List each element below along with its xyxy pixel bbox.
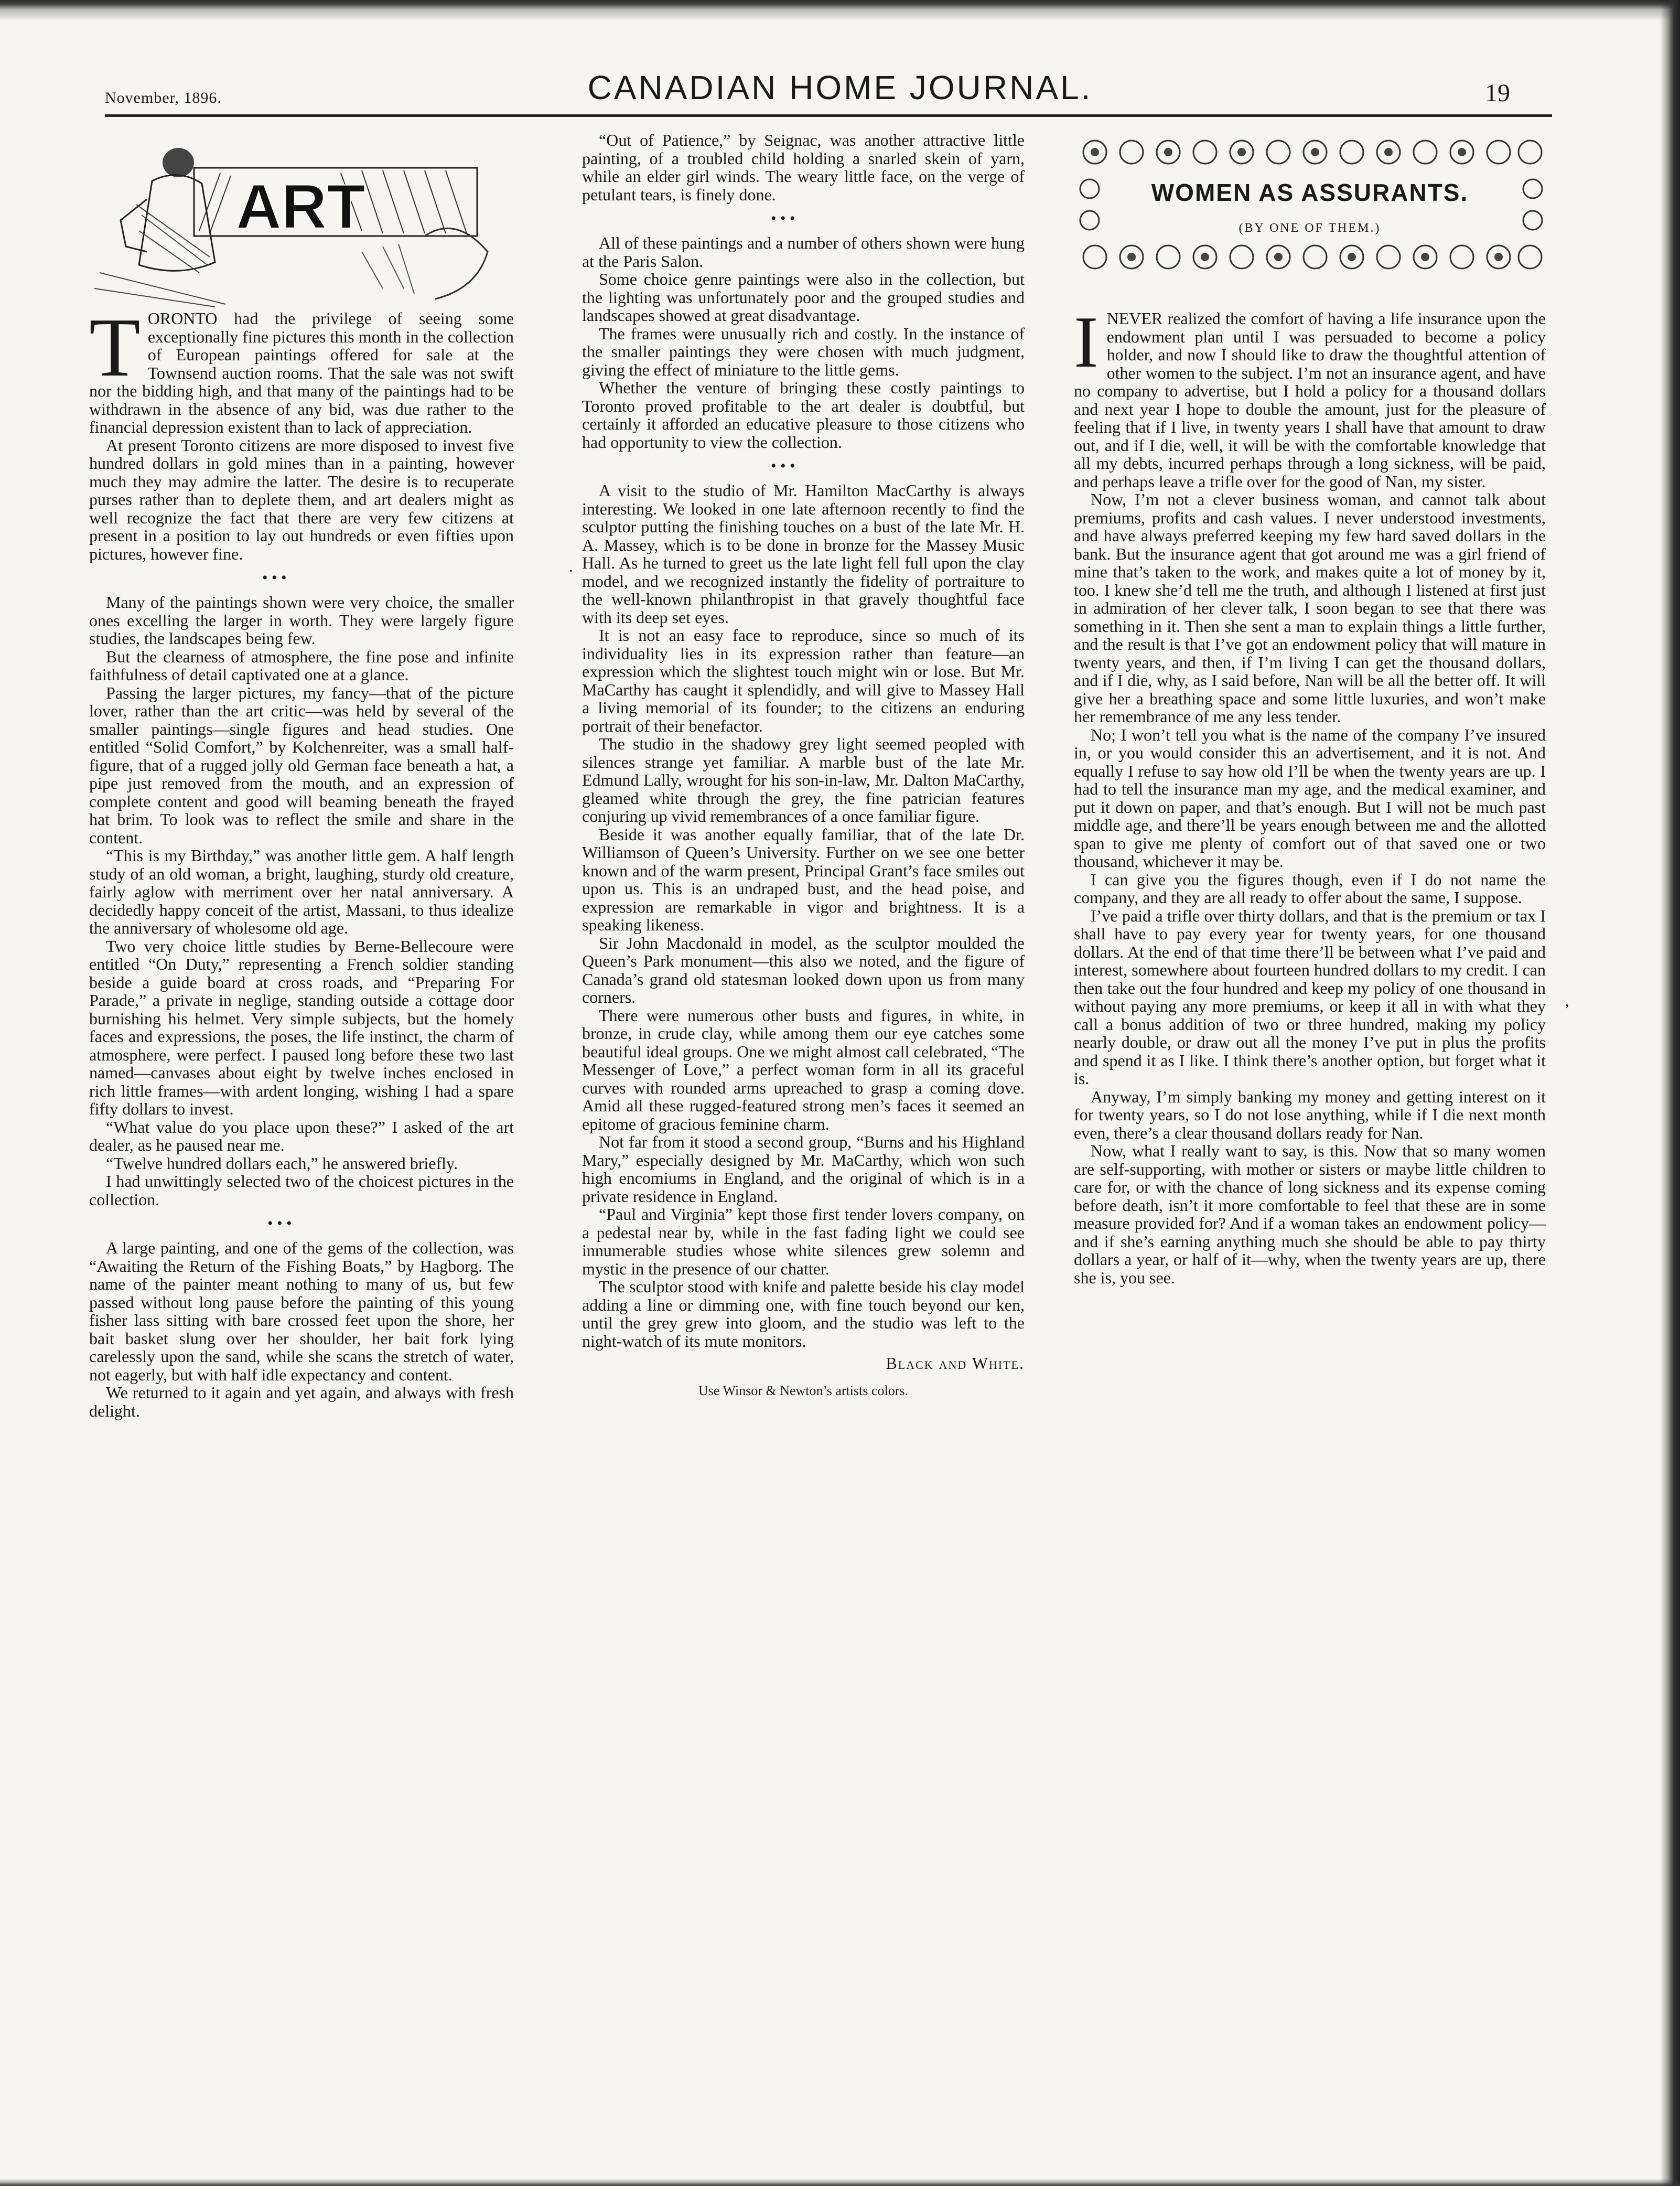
art-paragraph: I had unwittingly selected two of the choicest pictures in the collection. bbox=[89, 1172, 514, 1209]
assurants-title-box bbox=[1074, 131, 1546, 278]
section-separator: • • • bbox=[771, 457, 795, 475]
art-paragraph: We returned to it again and yet again, and always with fresh delight. bbox=[89, 1383, 514, 1420]
page-number: 19 bbox=[1485, 79, 1510, 107]
studio-paragraph: All of these paintings and a number of others shown were hung at the Paris Salon. bbox=[582, 233, 1025, 271]
section-separator: • • • bbox=[262, 569, 287, 586]
section-separator: • • • bbox=[771, 210, 795, 227]
art-intro bbox=[89, 301, 514, 436]
art-title-text: ART bbox=[236, 172, 365, 242]
column-art bbox=[89, 131, 514, 1420]
studio-paragraph: “Paul and Virginia” kept those first tender lovers company, on a pedestal near by, while in the fast fading light we could see innumerable studies whose white silences grew solemn and mystic in the presence of our chatter. bbox=[582, 1205, 1025, 1278]
art-heading-illustration bbox=[89, 131, 514, 309]
scan-edge-top bbox=[0, 0, 1680, 21]
assurants-paragraph: I’ve paid a trifle over thirty dollars, and that is the premium or tax I shall have to pay every year for twenty years, for one thousand dollars. At the end of that time there’ll be between what I’ve paid and interest, somewhere about fourteen hundred dollars to my credit. I can then take out the four hundred and keep my policy of one thousand in without paying any more premiums, or keep it all in with what they call a bonus addition of two or three hundred, making my policy nearly double, or draw out all the money I’ve put in plus the profits and spend it as I like. I think there’s another option, but forget what it is. bbox=[1074, 906, 1546, 1088]
studio-paragraph: A visit to the studio of Mr. Hamilton MacCarthy is always interesting. We looked in one late afternoon recently to find the sculptor putting the finishing touches on a bust of the late Mr. H. A. Massey, which is to be done in bronze for the Massey Music Hall. As he turned to greet us the late light fell full upon the clay model, and we recognized instantly the fidelity of portraiture to the well-known philanthropist in that gravely thoughtful face with its deep set eyes. bbox=[582, 481, 1025, 627]
assurants-paragraph: Anyway, I’m simply banking my money and getting interest on it for twenty years, so I do not lose anything, while if I die next month even, there’s a clear thousand dollars ready for Nan. bbox=[1074, 1087, 1546, 1142]
masthead-title: CANADIAN HOME JOURNAL. bbox=[587, 69, 1093, 106]
section-separator: • • • bbox=[267, 1215, 292, 1232]
issue-date: November, 1896. bbox=[105, 89, 222, 106]
header-rule bbox=[105, 114, 1552, 117]
dropcap-i: I bbox=[1074, 302, 1099, 383]
column-studio bbox=[582, 131, 1025, 1400]
art-paragraph: “This is my Birthday,” was another little gem. A half length study of an old woman, a bright, laughing, sturdy old creature, fairly aglow with merriment over her natal anniversary. A decidedly happy conceit of the artist, Massani, to thus idealize the anniversary of wholesome old age. bbox=[89, 846, 514, 937]
author-signoff: Black and White. bbox=[886, 1354, 1025, 1373]
art-illustration bbox=[89, 131, 509, 309]
studio-paragraph: Beside it was another equally familiar, that of the late Dr. Williamson of Queen’s University. Further on we see one better known and of the warm present, Principal Grant’s face smiles out upon us. This is an undraped bust, and the head poise, and expression are remarkable in vigor and brightness. It is a speaking likeness. bbox=[582, 824, 1025, 934]
art-paragraph: ORONTO had the privilege of seeing some exceptionally fine pictures this month in the collection of European paintings offered for sale at the Townsend auction rooms. That the sale was not swift nor the bidding high, and that many of the paintings had to be withdrawn in the absence of any bid, was due rather to the financial depression existent than to lack of appreciation. bbox=[89, 309, 514, 436]
studio-paragraph: There were numerous other busts and figures, in white, in bronze, in crude clay, while among them our eye catches some beautiful ideal groups. One we might almost call celebrated, “The Messenger of Love,” a perfect woman form in all its graceful curves with rounded arms upreached to grasp a coming dove. Amid all these rugged-featured strong men’s faces it seemed an epitome of gracious feminine charm. bbox=[582, 1005, 1025, 1133]
assurants-paragraph: Now, what I really want to say, is this. Now that so many women are self-supporting, with mother or sisters or maybe little children to care for, or with the chance of long sickness and its expense coming before death, isn’t it more comfortable to feel that these are in some measure provided for? And if a woman takes an endowment policy—and if she’s earning anything much she should be able to pay thirty dollars a year, or half of it—why, when the twenty years are up, there she is, you see. bbox=[1074, 1141, 1546, 1287]
assurants-paragraph: NEVER realized the comfort of having a life insurance upon the endowment plan until I was persuaded to become a policy holder, and now I should like to draw the thoughtful attention of other women to the subject. I’m not an insurance agent, and have no company to advertise, but I hold a policy for a thousand dollars and next year I hope to double the amount, just for the pleasure of feeling that if I live, in twenty years I shall have that amount to draw out, and if I die, well, it will be with the comfortable knowledge that all my debts, incurred perhaps through a long sickness, will be paid, and perhaps leave a trifle over for the good of Nan, my sister. bbox=[1074, 309, 1546, 491]
art-paragraph: A large painting, and one of the gems of the collection, was “Awaiting the Return of the Fishing Boats,” by Hagborg. The name of the painter meant nothing to many of us, but few passed without long pause before the painting of this young fisher lass sitting with bare crossed feet upon the shore, her bait basket slung over her shoulder, her bait fork lying carelessly upon the sand, while she scans the stretch of water, not eagerly, but with half idle expectancy and content. bbox=[89, 1238, 514, 1384]
assurants-title: WOMEN AS ASSURANTS. bbox=[1151, 179, 1469, 206]
art-paragraph: Passing the larger pictures, my fancy—that of the picture lover, rather than the art critic—was held by several of the smaller paintings—single figures and head studies. One entitled “Solid Comfort,” by Kolchenreiter, was a small half-figure, that of a rugged jolly old German face beneath a hat, a pipe just removed from the mouth, and an expression of complete content and good will beaming beneath the frayed hat brim. To look was to reflect the smile and share in the content. bbox=[89, 683, 514, 847]
art-paragraph: At present Toronto citizens are more disposed to invest five hundred dollars in gold mines than in a painting, however much they may admire the latter. The desire is to recuperate purses rather than to deplete them, and art dealers might as well recognize the fact that there are very few citizens at present in a position to lay out hundreds or even fifties upon pictures, however fine. bbox=[89, 435, 514, 563]
art-paragraph: Many of the paintings shown were very choice, the smaller ones excelling the larger in worth. They were largely figure studies, the landscapes being few. bbox=[89, 593, 514, 648]
art-paragraph: “Twelve hundred dollars each,” he answered briefly. bbox=[106, 1153, 458, 1173]
studio-paragraph: It is not an easy face to reproduce, since so much of its individuality lies in its expression rather than feature—an expression which the slightest touch might win or lose. But Mr. MaCarthy has caught it splendidly, and will give to Massey Hall a living memorial of its founder; to the citizens an enduring portrait of their benefactor. bbox=[582, 626, 1025, 735]
studio-paragraph: Sir John Macdonald in model, as the sculptor moulded the Queen’s Park monument—this also we noted, and the figure of Canada’s grand old statesman looked down upon us from many corners. bbox=[582, 933, 1025, 1006]
studio-paragraph: The frames were unusually rich and costly. In the instance of the smaller paintings they were chosen with much judgment, giving the effect of miniature to the little gems. bbox=[582, 324, 1025, 379]
studio-paragraph: The sculptor stood with knife and palette beside his clay model adding a line or dimming one, with fine touch beyond our ken, until the grey grew into gloom, and the studio was left to the night-watch of its mute monitors. bbox=[582, 1277, 1025, 1351]
margin-mark: , bbox=[1565, 992, 1569, 1010]
column-women-as-assurants bbox=[1074, 131, 1546, 1287]
scan-edge-bottom bbox=[0, 2179, 1680, 2186]
assurants-paragraph: No; I won’t tell you what is the name of the company I’ve insured in, or you would consider this an advertisement, and it is not. And equally I refuse to say how old I’ll be when the twenty years are up. I had to tell the insurance man my age, and the medical examiner, and put it down on paper, and that’s enough. But I will not be much past middle age, and there’ll be years enough between me and the allotted span to give me plenty of comfort out of that saved one or two thousand, whichever it may be. bbox=[1074, 725, 1546, 871]
assurants-intro bbox=[1074, 302, 1546, 491]
advertisement-line: Use Winsor & Newton’s artists colors. bbox=[698, 1383, 908, 1398]
margin-mark: · bbox=[568, 562, 574, 580]
dropcap-t: T bbox=[89, 301, 141, 394]
scan-edge-right bbox=[1660, 0, 1680, 2186]
art-paragraph: “What value do you place upon these?” I asked of the art dealer, as he paused near me. bbox=[89, 1117, 514, 1154]
studio-paragraph: Some choice genre paintings were also in the collection, but the lighting was unfortunately poor and the grouped studies and landscapes showed at great disadvantage. bbox=[582, 270, 1025, 325]
art-paragraph: Two very choice little studies by Berne-Bellecoure were entitled “On Duty,” representing a French soldier standing beside a guide board at cross roads, and “Preparing For Parade,” a private in neglige, standing outside a cottage door burnishing his helmet. Very simple subjects, but the homely faces and expressions, the poses, the life instinct, the charm of atmosphere, were perfect. I paused long before these two last named—canvases about eight by twelve inches enclosed in rich little frames—with ardent longing, wishing I had a spare fifty dollars to invest. bbox=[89, 936, 514, 1118]
assurants-paragraph: Now, I’m not a clever business woman, and cannot talk about premiums, profits and cash values. I never understood investments, and have always preferred keeping my few hard saved dollars in the bank. But the insurance agent that got around me was a girl friend of mine that’s taken to the work, and makes quite a lot of money by it, too. I knew she’d tell me the truth, and although I listened at first just in admiration of her clever talk, I soon began to see that there was something in it. Then she sent a man to explain things a little further, and the result is that I’ve got an endowment policy that will mature in twenty years, and then, if I’m living I can get the thousand dollars, and if I die, why, as I said before, Nan will be all the better off. It will give her a breathing space and some little luxuries, and won’t make her remembrance of me any less tender. bbox=[1074, 490, 1546, 726]
art-paragraph: But the clearness of atmosphere, the fine pose and infinite faithfulness of detail captivated one at a glance. bbox=[89, 647, 514, 684]
assurants-byline: (BY ONE OF THEM.) bbox=[1239, 221, 1381, 235]
studio-paragraph: The studio in the shadowy grey light seemed peopled with silences strange yet familiar. A marble bust of the late Mr. Edmund Lally, wrought for his son-in-law, Mr. Dalton MaCarthy, gleamed white through the grey, the fine patrician features conjuring up vivid remembrances of a once familiar figure. bbox=[582, 734, 1025, 826]
studio-paragraph: Not far from it stood a second group, “Burns and his Highland Mary,” especially designed by Mr. MaCarthy, which won such high encomiums in England, and the original of which is in a private residence in England. bbox=[582, 1132, 1025, 1206]
studio-paragraph: “Out of Patience,” by Seignac, was another attractive little painting, of a troubled child holding a snarled skein of yarn, while an elder girl winds. The weary little face, on the verge of petulant tears, is finely done. bbox=[582, 131, 1025, 204]
assurants-paragraph: I can give you the figures though, even if I do not name the company, and they are all ready to offer about the same, I suppose. bbox=[1074, 870, 1546, 907]
studio-paragraph: Whether the venture of bringing these costly paintings to Toronto proved profitable to the art dealer is doubtful, but certainly it afforded an educative pleasure to those citizens who had opportunity to view the collection. bbox=[582, 378, 1025, 452]
